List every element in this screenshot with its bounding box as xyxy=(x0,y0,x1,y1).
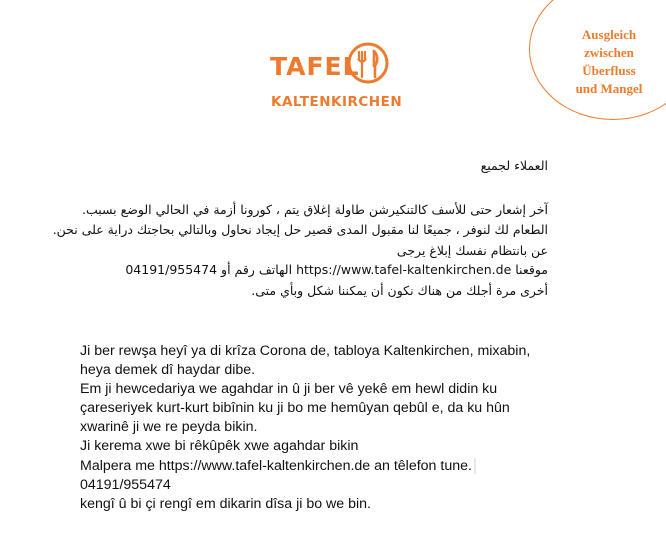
tafel-logo xyxy=(270,38,403,118)
slogan-line: Überfluss xyxy=(582,63,636,78)
text-cursor xyxy=(474,458,476,474)
kurdish-notice xyxy=(80,342,600,514)
slogan-line: und Mangel xyxy=(575,81,643,96)
arabic-greeting: العملاء لجميع xyxy=(480,158,548,173)
arabic-line: أخرى مرة أجلك من هناك نكون أن يمكننا شكل وبأي متى. xyxy=(251,283,548,298)
kurdish-line: Ji ber rewşa heyî ya di krîza Corona de, tabloya Kaltenkirchen, mixabin, xyxy=(80,343,531,359)
kurdish-line-with-url xyxy=(80,457,600,476)
arabic-line: الهاتف رقم أو xyxy=(221,262,293,277)
kurdish-line: 04191/955474 xyxy=(80,476,171,493)
arabic-contact-line xyxy=(125,262,548,277)
arabic-phone: 04191/955474 xyxy=(125,262,218,277)
slogan-badge xyxy=(560,26,658,98)
kurdish-line: Malpera me https://www.tafel-kaltenkirchen.de an têlefon tune. xyxy=(80,457,472,474)
arabic-line: الطعام لك لنوفر ، جميعًا لنا مقبول المدى قصير حل إيجاد نحاول وبالتالي بحاجتك دراية على نحن. xyxy=(52,222,548,237)
kurdish-line: xwarinê ji we re peyda bikin. xyxy=(80,419,258,436)
kurdish-line: kengî û bi çi rengî em dikarin dîsa ji bo we bin. xyxy=(80,495,371,512)
kurdish-line: heya demek dî haydar dibe. xyxy=(80,362,256,379)
arabic-line: عن بانتظام نفسك إبلاغ يرجى xyxy=(396,243,548,258)
logo-title: TAFEL xyxy=(270,52,360,81)
kurdish-line: Ji kerema xwe bi rêkûpêk xwe agahdar bikin xyxy=(80,438,359,455)
fork-knife-icon xyxy=(347,42,389,84)
arabic-line: موقعنا xyxy=(515,262,548,277)
arabic-url: https://www.tafel-kaltenkirchen.de xyxy=(296,262,512,277)
kurdish-line: çareseriyek kurt-kurt bibînin ku ji bo me hemûyan qebûl e, da ku hûn xyxy=(80,400,510,417)
slogan-line: Ausgleich xyxy=(581,27,637,42)
arabic-line: آخر إشعار حتى للأسف كالتنكيرشن طاولة إغلاق يتم ، كورونا أزمة في الحالي الوضع بسبب. xyxy=(81,202,548,217)
slogan-line: zwischen xyxy=(584,45,634,60)
logo-subtitle: KALTENKIRCHEN xyxy=(271,94,403,110)
kurdish-line: Em ji hewcedariya we agahdar in û ji ber vê yekê em hewl didin ku xyxy=(80,381,498,398)
